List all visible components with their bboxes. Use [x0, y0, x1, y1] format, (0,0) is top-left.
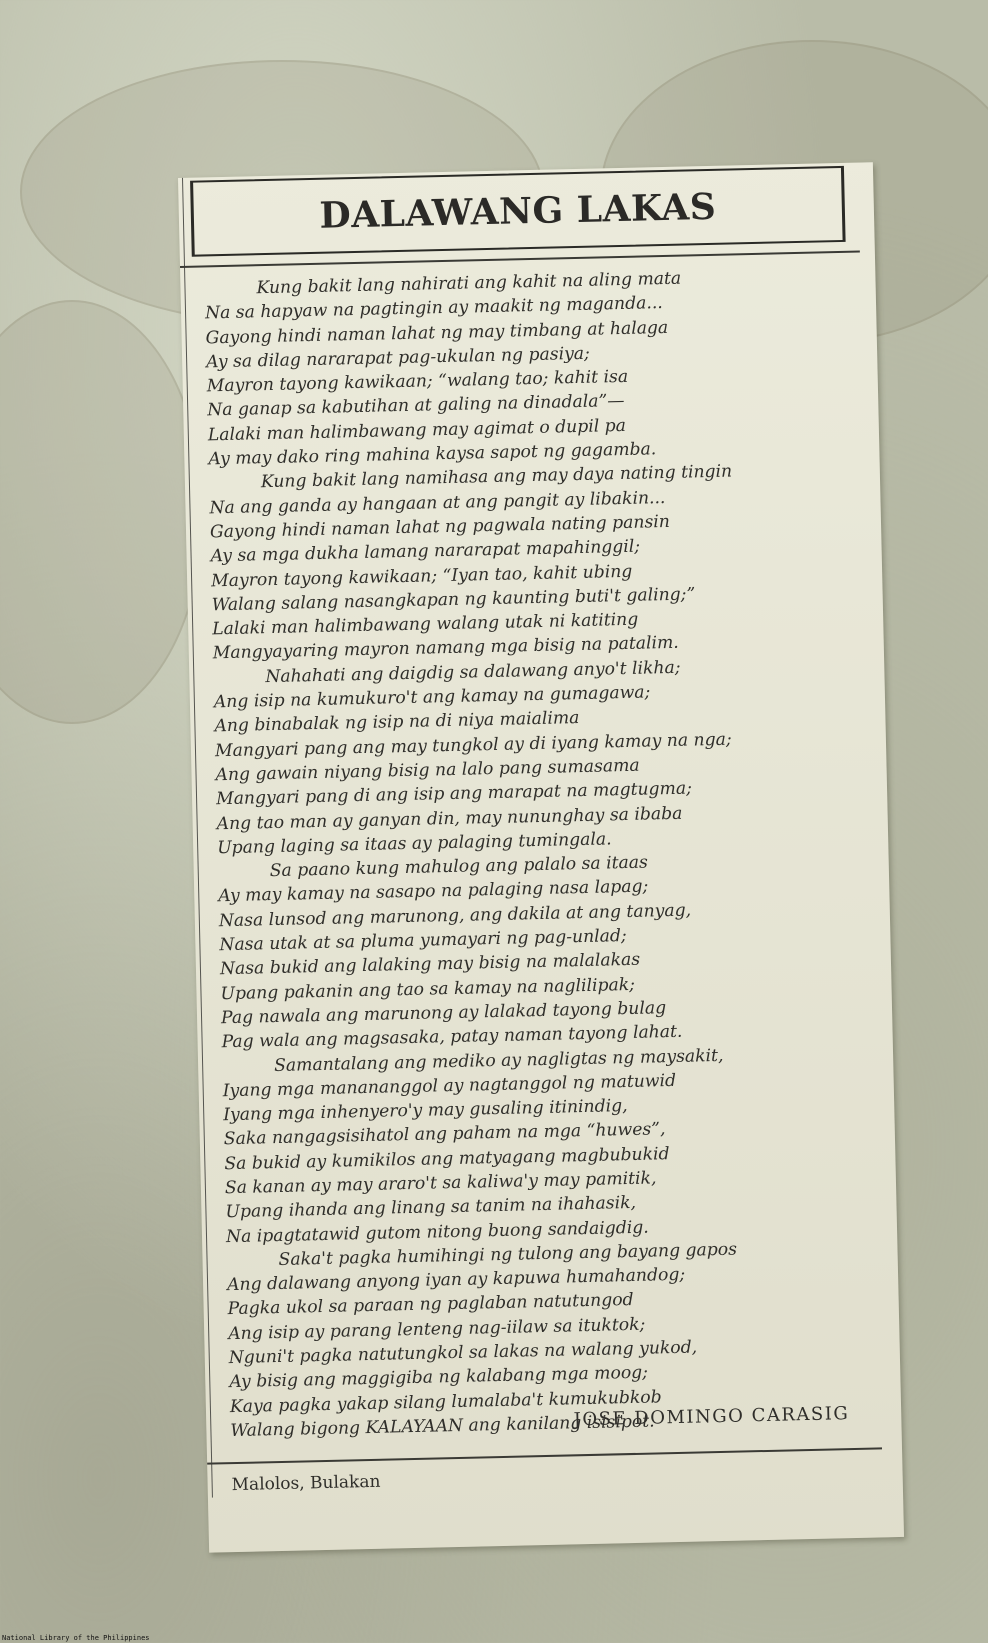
poem-line: Sa paano kung mahulog ang palalo sa itaas	[269, 852, 649, 882]
poem-line: Upang ihanda ang linang sa tanim na ihahasik,	[225, 1193, 637, 1223]
poem-line: Ang isip ay parang lenteng nag-iilaw sa ituktok;	[228, 1314, 646, 1344]
poem-line: Mangyayaring mayron namang mga bisig na patalim.	[212, 633, 679, 664]
poem-line: Ay may dako ring mahina kaysa sapot ng gagamba.	[208, 439, 657, 470]
poem-line: Samantalang ang mediko ay nagligtas ng maysakit,	[273, 1045, 724, 1076]
poem-line: Ay may kamay na sasapo na palaging nasa lapag;	[218, 876, 649, 907]
poem-line: Mayron tayong kawikaan; “walang tao; kahit isa	[206, 367, 629, 397]
poem-line: Ang gawain niyang bisig na lalo pang sumasama	[215, 755, 640, 786]
poem-line: Pag wala ang magsasaka, patay naman tayong lahat.	[221, 1021, 683, 1053]
poem-line: Upang pakanin ang tao sa kamay na naglilipak;	[220, 974, 636, 1004]
stanza	[213, 652, 857, 861]
poem-line: Saka't pagka humihingi ng tulong ang bayang gapos	[278, 1239, 738, 1270]
poem-line: Iyang mga inhenyero'y may gusaling itinindig,	[223, 1096, 628, 1126]
poem-line: Pag nawala ang marunong ay lalakad tayong bulag	[220, 998, 667, 1029]
archive-credit: National Library of the Philippines	[2, 1634, 150, 1642]
poem-line: Mangyari pang di ang isip ang marapat na magtugma;	[215, 778, 693, 810]
poem-line: Ay bisig ang maggigiba ng kalabang mga moog;	[229, 1363, 649, 1393]
poem-line: Na ipagtatawid gutom nitong buong sandaigdig.	[225, 1217, 649, 1247]
stanza	[204, 263, 848, 472]
poem-line: Na ang ganda ay hangaan at ang pangit ay libakin...	[209, 487, 666, 519]
place-line: Malolos, Bulakan	[231, 1471, 381, 1496]
poem-line: Kung bakit lang namihasa ang may daya nating tingin	[260, 461, 733, 493]
stanza	[209, 457, 853, 666]
author-signature: JOSE DOMINGO CARASIG	[573, 1403, 850, 1431]
poem-line: Na ganap sa kabutihan at galing na dinadala”—	[207, 391, 625, 421]
poem-line: Lalaki man halimbawang walang utak ni katiting	[212, 609, 639, 640]
poem-line: Kung bakit lang nahirati ang kahit na aling mata	[256, 268, 682, 299]
poem-body	[204, 263, 870, 1443]
stanza	[217, 846, 861, 1055]
poem-line: Walang bigong KALAYAAN ang kanilang isisipot.	[230, 1411, 655, 1442]
poem-line: Nguni't pagka natutungkol sa lakas na walang yukod,	[228, 1337, 698, 1369]
poem-line: Nasa lunsod ang marunong, ang dakila at ang tanyag,	[218, 900, 692, 931]
poem-line: Ang dalawang anyong iyan ay kapuwa humahandog;	[226, 1264, 686, 1296]
poem-line: Iyang mga manananggol ay nagtanggol ng matuwid	[222, 1070, 677, 1102]
poem-line: Mayron tayong kawikaan; “Iyan tao, kahit ubing	[210, 561, 633, 591]
poem-line: Gayong hindi naman lahat ng pagwala nating pansin	[209, 511, 671, 543]
poem-line: Ang isip na kumukuro't ang kamay na gumagawa;	[213, 682, 651, 713]
poem-line: Gayong hindi naman lahat ng may timbang at halaga	[205, 317, 669, 349]
bottom-rule	[207, 1447, 882, 1464]
poem-line: Pagka ukol sa paraan ng paglaban natutungod	[227, 1290, 634, 1320]
poem-line: Lalaki man halimbawang may agimat o dupil pa	[207, 415, 627, 446]
poem-line: Mangyari pang ang may tungkol ay di iyang kamay na nga;	[214, 729, 732, 761]
poem-line: Walang salang nasangkapan ng kaunting buti't galing;”	[211, 584, 696, 616]
poem-line: Upang laging sa itaas ay palaging tumingala.	[216, 829, 612, 859]
stanza	[222, 1040, 866, 1249]
poem-line: Ang binabalak ng isip na di niya maialima	[214, 708, 580, 737]
poem-line: Sa bukid ay kumikilos ang matyagang magbubukid	[224, 1143, 670, 1174]
water-stain	[0, 300, 204, 724]
poem-title: DALAWANG LAKAS	[318, 185, 717, 237]
newspaper-clipping	[178, 162, 904, 1552]
poem-line: Na sa hapyaw na pagtingin ay maakit ng maganda...	[204, 293, 664, 324]
title-box	[190, 166, 846, 257]
poem-line: Sa kanan ay may araro't sa kaliwa'y may pamitik,	[224, 1168, 657, 1199]
poem-line: Ay sa dilag nararapat pag-ukulan ng pasiya;	[205, 343, 591, 373]
poem-line: Nahahati ang daigdig sa dalawang anyo't likha;	[265, 657, 681, 687]
poem-line: Saka nangagsisihatol ang paham na mga “huwes”,	[223, 1119, 666, 1150]
poem-line: Nasa bukid ang lalaking may bisig na malalakas	[219, 950, 641, 980]
poem-line: Nasa utak at sa pluma yumayari ng pag-unlad;	[219, 926, 627, 956]
poem-line: Ay sa mga dukha lamang nararapat mapahinggil;	[210, 536, 641, 567]
poem-line: Ang tao man ay ganyan din, may nununghay sa ibaba	[216, 803, 683, 834]
poem-line: Kaya pagka yakap silang lumalaba't kumukubkob	[229, 1386, 662, 1417]
